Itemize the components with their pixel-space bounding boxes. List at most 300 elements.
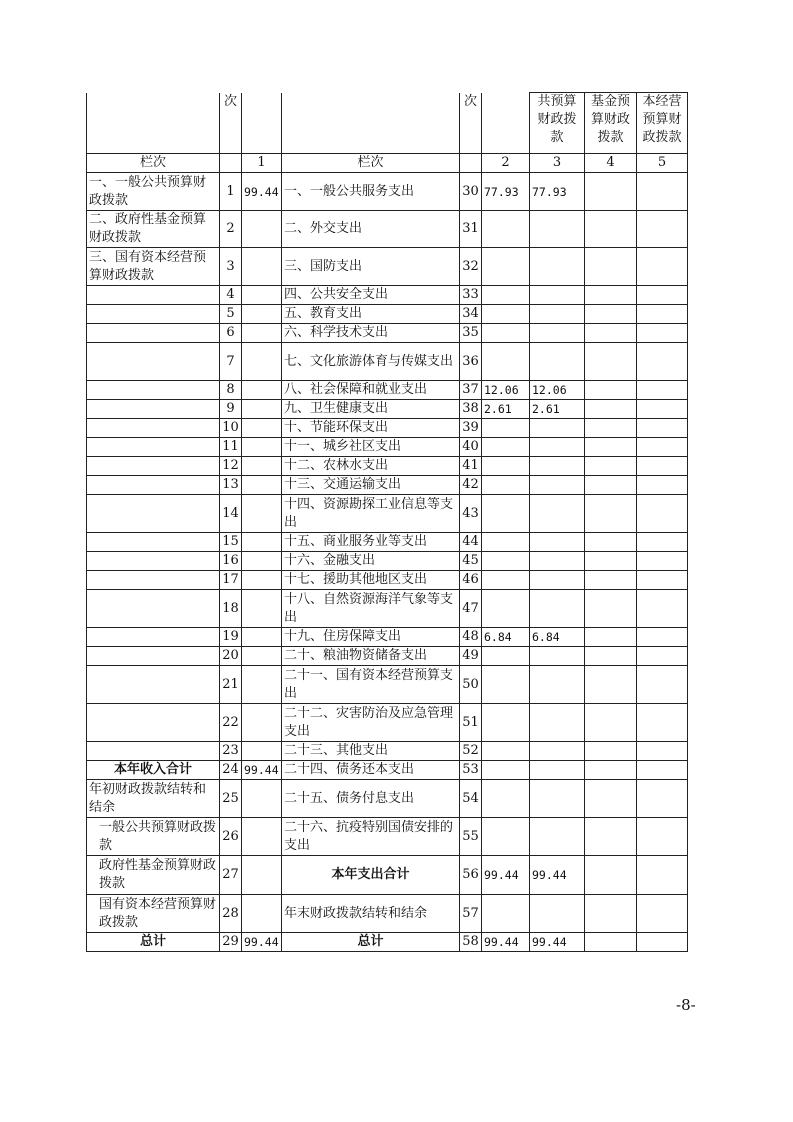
table-row: [87, 495, 688, 533]
row-left-line-no: 14: [220, 495, 242, 533]
row-left-item: [87, 704, 220, 742]
row-general-budget-amount: 99.44: [530, 933, 585, 952]
row-left-amount: 99.44: [242, 173, 282, 211]
row-total-amount: [482, 780, 530, 818]
table-row: [87, 343, 688, 381]
row-right-item: 一、一般公共服务支出: [282, 173, 460, 211]
header-cell-state-capital-budget: 本经营预算财政拨款: [637, 93, 688, 154]
row-state-capital-amount: [637, 173, 688, 211]
row-total-amount: [482, 590, 530, 628]
row-left-amount: [242, 438, 282, 457]
row-left-amount: [242, 647, 282, 666]
row-left-amount: [242, 476, 282, 495]
row-total-amount: [482, 248, 530, 286]
table-row: [87, 628, 688, 647]
header-cell-blank: [242, 93, 282, 154]
row-right-line-no: 57: [460, 895, 482, 933]
table-row: [87, 704, 688, 742]
row-left-line-no: 1: [220, 173, 242, 211]
row-left-line-no: 16: [220, 552, 242, 571]
row-fund-budget-amount: [585, 343, 637, 381]
table-row: [87, 438, 688, 457]
row-total-amount: [482, 552, 530, 571]
row-left-item: [87, 419, 220, 438]
row-left-item: [87, 381, 220, 400]
row-left-amount: [242, 895, 282, 933]
row-state-capital-amount: [637, 856, 688, 895]
row-right-line-no: 41: [460, 457, 482, 476]
header-cell-general-budget: 共预算财政拨款: [530, 93, 585, 154]
row-right-item: 六、科学技术支出: [282, 324, 460, 343]
row-left-item: [87, 495, 220, 533]
table-row: [87, 457, 688, 476]
row-left-line-no: 11: [220, 438, 242, 457]
row-left-amount: [242, 704, 282, 742]
row-total-amount: [482, 305, 530, 324]
row-right-line-no: 43: [460, 495, 482, 533]
row-right-line-no: 49: [460, 647, 482, 666]
row-right-line-no: 33: [460, 286, 482, 305]
row-state-capital-amount: [637, 552, 688, 571]
row-fund-budget-amount: [585, 761, 637, 780]
table-row: [87, 400, 688, 419]
row-left-item: [87, 286, 220, 305]
table-row: [87, 856, 688, 895]
table-row: [87, 666, 688, 704]
row-total-amount: [482, 571, 530, 590]
table-row: [87, 590, 688, 628]
row-right-item: 二、外交支出: [282, 211, 460, 248]
row-total-amount: [482, 457, 530, 476]
row-left-line-no: 21: [220, 666, 242, 704]
row-fund-budget-amount: [585, 780, 637, 818]
row-state-capital-amount: [637, 647, 688, 666]
row-general-budget-amount: [530, 343, 585, 381]
row-left-item: 二、政府性基金预算财政拨款: [87, 211, 220, 248]
row-left-line-no: 24: [220, 761, 242, 780]
row-left-item: 年初财政拨款结转和结余: [87, 780, 220, 818]
row-total-amount: [482, 495, 530, 533]
row-left-amount: [242, 343, 282, 381]
row-fund-budget-amount: [585, 400, 637, 419]
row-fund-budget-amount: [585, 438, 637, 457]
row-state-capital-amount: [637, 381, 688, 400]
row-right-line-no: 53: [460, 761, 482, 780]
row-left-line-no: 3: [220, 248, 242, 286]
row-right-line-no: 38: [460, 400, 482, 419]
row-right-line-no: 35: [460, 324, 482, 343]
row-left-amount: [242, 495, 282, 533]
row-left-amount: [242, 780, 282, 818]
row-left-amount: [242, 419, 282, 438]
row-right-line-no: 40: [460, 438, 482, 457]
row-general-budget-amount: 2.61: [530, 400, 585, 419]
row-left-line-no: 26: [220, 818, 242, 856]
row-left-item: [87, 400, 220, 419]
row-fund-budget-amount: [585, 305, 637, 324]
row-state-capital-amount: [637, 400, 688, 419]
row-right-item: 七、文化旅游体育与传媒支出: [282, 343, 460, 381]
row-state-capital-amount: [637, 457, 688, 476]
row-state-capital-amount: [637, 286, 688, 305]
row-general-budget-amount: [530, 211, 585, 248]
row-right-item: 二十二、灾害防治及应急管理支出: [282, 704, 460, 742]
row-right-line-no: 30: [460, 173, 482, 211]
row-left-amount: [242, 856, 282, 895]
row-general-budget-amount: [530, 590, 585, 628]
row-fund-budget-amount: [585, 704, 637, 742]
row-left-line-no: 19: [220, 628, 242, 647]
row-left-line-no: 13: [220, 476, 242, 495]
row-fund-budget-amount: [585, 933, 637, 952]
row-right-item: 十四、资源勘探工业信息等支出: [282, 495, 460, 533]
table-row: [87, 476, 688, 495]
row-total-amount: 6.84: [482, 628, 530, 647]
row-left-item: 国有资本经营预算财政拨款: [87, 895, 220, 933]
table-row: [87, 571, 688, 590]
row-state-capital-amount: [637, 761, 688, 780]
row-right-item: 十七、援助其他地区支出: [282, 571, 460, 590]
row-right-line-no: 39: [460, 419, 482, 438]
row-left-line-no: 2: [220, 211, 242, 248]
row-general-budget-amount: 99.44: [530, 856, 585, 895]
row-right-item: 十六、金融支出: [282, 552, 460, 571]
row-total-amount: [482, 818, 530, 856]
row-state-capital-amount: [637, 248, 688, 286]
row-fund-budget-amount: [585, 666, 637, 704]
row-right-line-no: 31: [460, 211, 482, 248]
row-left-item: [87, 571, 220, 590]
row-total-amount: [482, 476, 530, 495]
row-left-item: 一、一般公共预算财政拨款: [87, 173, 220, 211]
row-right-line-no: 42: [460, 476, 482, 495]
row-right-line-no: 34: [460, 305, 482, 324]
row-total-amount: [482, 419, 530, 438]
row-general-budget-amount: [530, 457, 585, 476]
row-left-line-no: 23: [220, 742, 242, 761]
row-left-line-no: 28: [220, 895, 242, 933]
row-general-budget-amount: [530, 286, 585, 305]
row-total-amount: [482, 895, 530, 933]
row-total-amount: [482, 286, 530, 305]
row-left-item: 总计: [87, 933, 220, 952]
row-total-amount: [482, 211, 530, 248]
row-fund-budget-amount: [585, 895, 637, 933]
row-fund-budget-amount: [585, 457, 637, 476]
header-cell-right-item: [282, 93, 460, 154]
row-general-budget-amount: [530, 895, 585, 933]
row-fund-budget-amount: [585, 211, 637, 248]
index-2: 2: [482, 154, 530, 173]
row-right-item: 十三、交通运输支出: [282, 476, 460, 495]
row-right-item: 总计: [282, 933, 460, 952]
row-right-item: 十一、城乡社区支出: [282, 438, 460, 457]
row-left-amount: [242, 590, 282, 628]
header-row: [87, 93, 688, 154]
row-state-capital-amount: [637, 324, 688, 343]
index-3: 3: [530, 154, 585, 173]
row-total-amount: 77.93: [482, 173, 530, 211]
row-total-amount: [482, 647, 530, 666]
row-total-amount: 99.44: [482, 856, 530, 895]
row-left-amount: [242, 571, 282, 590]
row-left-amount: [242, 286, 282, 305]
row-right-line-no: 48: [460, 628, 482, 647]
row-left-line-no: 5: [220, 305, 242, 324]
row-left-line-no: 7: [220, 343, 242, 381]
table-row: [87, 761, 688, 780]
row-general-budget-amount: [530, 324, 585, 343]
fiscal-appropriation-table: [86, 92, 688, 952]
row-right-line-no: 58: [460, 933, 482, 952]
row-right-line-no: 37: [460, 381, 482, 400]
row-left-line-no: 8: [220, 381, 242, 400]
row-total-amount: [482, 742, 530, 761]
row-right-item: 五、教育支出: [282, 305, 460, 324]
row-fund-budget-amount: [585, 173, 637, 211]
row-fund-budget-amount: [585, 248, 637, 286]
row-right-item: 二十四、债务还本支出: [282, 761, 460, 780]
row-left-line-no: 6: [220, 324, 242, 343]
page-number: -8-: [676, 996, 696, 1014]
table-row: [87, 324, 688, 343]
row-left-line-no: 18: [220, 590, 242, 628]
header-cell-fund-budget: 基金预算财政拨款: [585, 93, 637, 154]
index-lanci-left: 栏次: [87, 154, 220, 173]
row-general-budget-amount: [530, 438, 585, 457]
row-right-item: 年末财政拨款结转和结余: [282, 895, 460, 933]
row-left-item: 一般公共预算财政拨款: [87, 818, 220, 856]
table-row: [87, 381, 688, 400]
row-left-item: [87, 533, 220, 552]
row-right-item: 十五、商业服务业等支出: [282, 533, 460, 552]
header-cell-left-item: [87, 93, 220, 154]
row-fund-budget-amount: [585, 742, 637, 761]
row-right-line-no: 52: [460, 742, 482, 761]
row-right-item: 二十三、其他支出: [282, 742, 460, 761]
row-general-budget-amount: [530, 533, 585, 552]
row-left-amount: [242, 305, 282, 324]
row-total-amount: [482, 704, 530, 742]
row-general-budget-amount: [530, 305, 585, 324]
index-lanci-right: 栏次: [282, 154, 460, 173]
row-fund-budget-amount: [585, 628, 637, 647]
row-left-item: 本年收入合计: [87, 761, 220, 780]
row-fund-budget-amount: [585, 647, 637, 666]
row-left-amount: [242, 742, 282, 761]
row-left-amount: [242, 400, 282, 419]
row-state-capital-amount: [637, 818, 688, 856]
row-fund-budget-amount: [585, 552, 637, 571]
table-row: [87, 647, 688, 666]
row-fund-budget-amount: [585, 818, 637, 856]
row-left-item: 政府性基金预算财政拨款: [87, 856, 220, 895]
index-5: 5: [637, 154, 688, 173]
table-row: [87, 818, 688, 856]
row-general-budget-amount: [530, 704, 585, 742]
table-row: [87, 248, 688, 286]
index-1: 1: [242, 154, 282, 173]
row-state-capital-amount: [637, 666, 688, 704]
row-state-capital-amount: [637, 533, 688, 552]
header-cell-ci-left: 次: [220, 93, 242, 154]
row-state-capital-amount: [637, 895, 688, 933]
row-left-item: [87, 628, 220, 647]
row-general-budget-amount: [530, 647, 585, 666]
row-left-item: 三、国有资本经营预算财政拨款: [87, 248, 220, 286]
row-total-amount: [482, 533, 530, 552]
row-right-line-no: 44: [460, 533, 482, 552]
row-right-line-no: 36: [460, 343, 482, 381]
row-total-amount: [482, 324, 530, 343]
table-row: [87, 780, 688, 818]
row-left-item: [87, 438, 220, 457]
row-left-line-no: 15: [220, 533, 242, 552]
row-fund-budget-amount: [585, 476, 637, 495]
row-right-line-no: 47: [460, 590, 482, 628]
table-row: [87, 895, 688, 933]
row-general-budget-amount: [530, 818, 585, 856]
row-left-amount: 99.44: [242, 933, 282, 952]
row-left-item: [87, 552, 220, 571]
row-general-budget-amount: 6.84: [530, 628, 585, 647]
row-state-capital-amount: [637, 419, 688, 438]
row-total-amount: [482, 343, 530, 381]
row-left-item: [87, 343, 220, 381]
row-left-amount: [242, 381, 282, 400]
row-state-capital-amount: [637, 780, 688, 818]
row-state-capital-amount: [637, 704, 688, 742]
row-left-line-no: 29: [220, 933, 242, 952]
row-total-amount: [482, 761, 530, 780]
row-state-capital-amount: [637, 305, 688, 324]
row-right-item: 二十五、债务付息支出: [282, 780, 460, 818]
row-right-item: 十二、农林水支出: [282, 457, 460, 476]
row-fund-budget-amount: [585, 324, 637, 343]
row-general-budget-amount: 77.93: [530, 173, 585, 211]
row-state-capital-amount: [637, 628, 688, 647]
row-left-line-no: 22: [220, 704, 242, 742]
row-general-budget-amount: [530, 742, 585, 761]
row-general-budget-amount: [530, 248, 585, 286]
row-left-amount: [242, 666, 282, 704]
row-right-item: 二十一、国有资本经营预算支出: [282, 666, 460, 704]
row-right-item: 二十、粮油物资储备支出: [282, 647, 460, 666]
row-fund-budget-amount: [585, 419, 637, 438]
row-state-capital-amount: [637, 343, 688, 381]
row-state-capital-amount: [637, 933, 688, 952]
row-left-amount: 99.44: [242, 761, 282, 780]
row-left-item: [87, 457, 220, 476]
row-left-amount: [242, 457, 282, 476]
row-left-amount: [242, 248, 282, 286]
row-left-line-no: 20: [220, 647, 242, 666]
row-state-capital-amount: [637, 211, 688, 248]
table-row: [87, 552, 688, 571]
row-right-item: 十八、自然资源海洋气象等支出: [282, 590, 460, 628]
index-blank: [220, 154, 242, 173]
table-row: [87, 933, 688, 952]
row-right-line-no: 50: [460, 666, 482, 704]
row-fund-budget-amount: [585, 495, 637, 533]
row-left-line-no: 27: [220, 856, 242, 895]
row-general-budget-amount: [530, 495, 585, 533]
row-state-capital-amount: [637, 571, 688, 590]
index-4: 4: [585, 154, 637, 173]
row-right-line-no: 51: [460, 704, 482, 742]
row-left-amount: [242, 324, 282, 343]
row-general-budget-amount: [530, 571, 585, 590]
row-state-capital-amount: [637, 495, 688, 533]
row-left-item: [87, 742, 220, 761]
row-right-line-no: 54: [460, 780, 482, 818]
row-right-line-no: 45: [460, 552, 482, 571]
row-general-budget-amount: 12.06: [530, 381, 585, 400]
row-general-budget-amount: [530, 780, 585, 818]
row-right-item: 十九、住房保障支出: [282, 628, 460, 647]
row-general-budget-amount: [530, 419, 585, 438]
row-left-item: [87, 590, 220, 628]
row-right-item: 九、卫生健康支出: [282, 400, 460, 419]
row-left-item: [87, 647, 220, 666]
row-state-capital-amount: [637, 590, 688, 628]
row-left-item: [87, 476, 220, 495]
row-right-item: 八、社会保障和就业支出: [282, 381, 460, 400]
row-fund-budget-amount: [585, 286, 637, 305]
row-left-amount: [242, 818, 282, 856]
row-right-line-no: 32: [460, 248, 482, 286]
row-left-item: [87, 305, 220, 324]
table-row: [87, 211, 688, 248]
row-left-line-no: 17: [220, 571, 242, 590]
index-blank: [460, 154, 482, 173]
row-total-amount: [482, 438, 530, 457]
row-fund-budget-amount: [585, 856, 637, 895]
row-left-item: [87, 324, 220, 343]
row-right-line-no: 46: [460, 571, 482, 590]
row-left-line-no: 4: [220, 286, 242, 305]
row-total-amount: 99.44: [482, 933, 530, 952]
row-state-capital-amount: [637, 438, 688, 457]
row-right-item: 本年支出合计: [282, 856, 460, 895]
row-right-item: 四、公共安全支出: [282, 286, 460, 305]
row-general-budget-amount: [530, 552, 585, 571]
row-fund-budget-amount: [585, 590, 637, 628]
table-row: [87, 419, 688, 438]
row-left-amount: [242, 628, 282, 647]
table-row: [87, 533, 688, 552]
row-right-item: 三、国防支出: [282, 248, 460, 286]
row-left-amount: [242, 533, 282, 552]
column-index-row: [87, 154, 688, 173]
row-right-line-no: 55: [460, 818, 482, 856]
header-cell-total: [482, 93, 530, 154]
row-right-line-no: 56: [460, 856, 482, 895]
table-row: [87, 286, 688, 305]
row-general-budget-amount: [530, 666, 585, 704]
row-left-item: [87, 666, 220, 704]
row-fund-budget-amount: [585, 381, 637, 400]
row-right-item: 二十六、抗疫特别国债安排的支出: [282, 818, 460, 856]
row-total-amount: 2.61: [482, 400, 530, 419]
row-left-line-no: 12: [220, 457, 242, 476]
table-row: [87, 742, 688, 761]
header-cell-ci-right: 次: [460, 93, 482, 154]
row-general-budget-amount: [530, 761, 585, 780]
table-row: [87, 305, 688, 324]
row-left-line-no: 9: [220, 400, 242, 419]
row-total-amount: [482, 666, 530, 704]
